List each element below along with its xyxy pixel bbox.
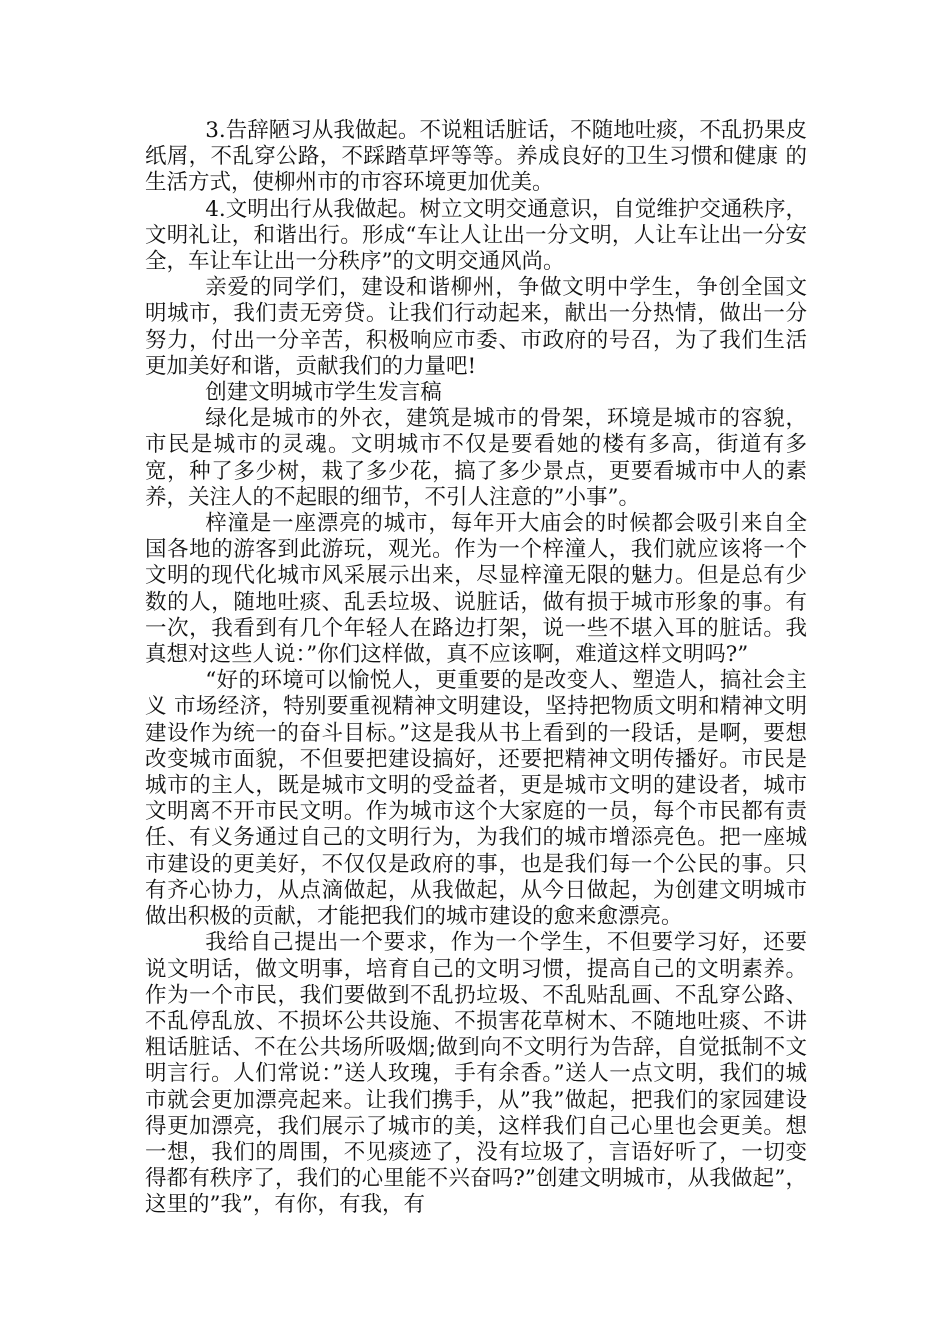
- paragraph-city-soul: 绿化是城市的外衣，建筑是城市的骨架，环境是城市的容貌，市民是城市的灵魂。文明城市不仅是要看她的楼有多高，街道有多宽，种了多少树，栽了多少花，搞了多少景点，更要看城市中人的素养，关注人的不起眼的细节，不引人注意的”小事”。: [145, 406, 807, 510]
- paragraph-environment: “好的环境可以愉悦人，更重要的是改变人、塑造人，搞社会主义 市场经济，特别要重视精神文明建设，坚持把物质文明和精神文明建设作为统一的奋斗目标。”这是我从书上看到的一段话，是啊，要想改变城市面貌，不但要把建设搞好，还要把精神文明传播好。市民是城市的主人，既是城市文明的受益者，更是城市文明的建设者，城市文明离不开市民文明。作为城市这个大家庭的一员，每个市民都有责任、有义务通过自己的文明行为，为我们的城市增添亮色。把一座城市建设的更美好，不仅仅是政府的事，也是我们每一个公民的事。只有齐心协力，从点滴做起，从我做起，从今日做起，为创建文明城市做出积极的贡献，才能把我们的城市建设的愈来愈漂亮。: [145, 668, 807, 930]
- document-page: [145, 118, 807, 1219]
- speech-title: 创建文明城市学生发言稿: [205, 380, 442, 406]
- paragraph-zitong: 梓潼是一座漂亮的城市，每年开大庙会的时候都会吸引来自全国各地的游客到此游玩，观光。作为一个梓潼人，我们就应该将一个文明的现代化城市风采展示出来，尽显梓潼无限的魅力。但是总有少数的人，随地吐痰、乱丢垃圾、说脏话，做有损于城市形象的事。有一次，我看到有几个年轻人在路边打架，说一些不堪入耳的脏话。我真想对这些人说：”你们这样做，真不应该啊，难道这样文明吗?”: [145, 511, 807, 668]
- paragraph-self-requirement: 我给自己提出一个要求，作为一个学生，不但要学习好，还要说文明话，做文明事，培育自己的文明习惯，提高自己的文明素养。作为一个市民，我们要做到不乱扔垃圾、不乱贴乱画、不乱穿公路、不乱停乱放、不损坏公共设施、不损害花草树木、不随地吐痰、不讲粗话脏话、不在公共场所吸烟;做到向不文明行为告辞，自觉抵制不文明言行。人们常说：”送人玫瑰，手有余香。”送人一点文明，我们的城市就会更加漂亮起来。让我们携手，从”我”做起，把我们的家园建设得更加漂亮，我们展示了城市的美，这样我们自己心里也会更美。想一想，我们的周围，不见痰迹了，没有垃圾了，言语好听了，一切变得都有秩序了，我们的心里能不兴奋吗?”创建文明城市，从我做起”，这里的”我”，有你，有我，有: [145, 930, 807, 1218]
- paragraph-call-to-action: 亲爱的同学们，建设和谐柳州，争做文明中学生，争创全国文明城市，我们责无旁贷。让我们行动起来，献出一分热情，做出一分努力，付出一分辛苦，积极响应市委、市政府的号召，为了我们生活更加美好和谐，贡献我们的力量吧!: [145, 275, 807, 379]
- paragraph-habits: 3.告辞陋习从我做起。不说粗话脏话，不随地吐痰，不乱扔果皮纸屑，不乱穿公路，不踩踏草坪等等。养成良好的卫生习惯和健康 的生活方式，使柳州市的市容环境更加优美。: [145, 118, 807, 196]
- paragraph-traffic: 4.文明出行从我做起。树立文明交通意识，自觉维护交通秩序，文明礼让，和谐出行。形成“车让人让出一分文明，人让车让出一分安全，车让车让出一分秩序”的文明交通风尚。: [145, 196, 807, 275]
